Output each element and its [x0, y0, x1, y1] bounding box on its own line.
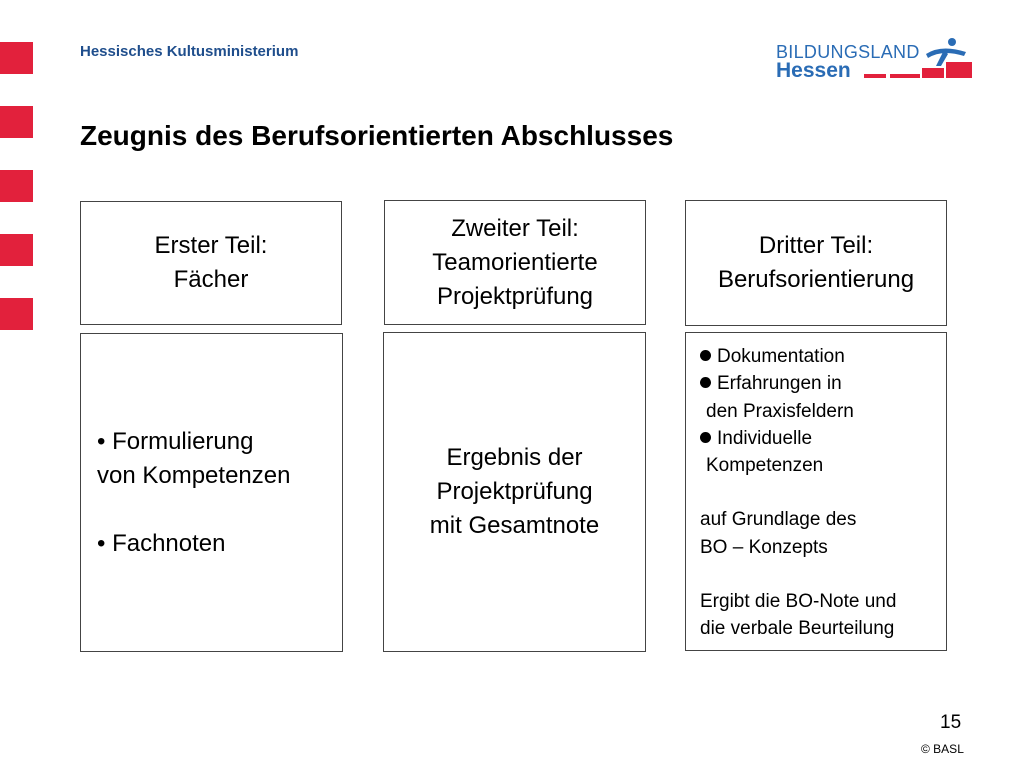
note-1-line-2: BO – Konzepts	[700, 536, 828, 558]
bullet-dot-icon	[700, 350, 711, 361]
heading-3-line-1: Dritter Teil:	[758, 232, 874, 259]
decor-bar-1	[0, 42, 33, 74]
bullet-dot-icon	[700, 432, 711, 443]
heading-3-line-2: Berufsorientierung	[717, 266, 915, 293]
ministry-name: Hessisches Kultusministerium	[80, 43, 299, 60]
body-box-2	[383, 332, 646, 652]
bullet-item	[700, 370, 946, 397]
body-2-line-1: Ergebnis der	[446, 444, 583, 471]
bullet-2-line-2: den Praxisfeldern	[706, 400, 854, 422]
bullet-1-line-1: Dokumentation	[717, 346, 845, 367]
bullet-3-line-2: Kompetenzen	[706, 455, 824, 477]
note-2-line-2: die verbale Beurteilung	[700, 618, 895, 640]
body-1-line-2: von Kompetenzen	[97, 461, 291, 489]
heading-2-line-2: Teamorientierte	[432, 248, 598, 276]
heading-2-line-3: Projektprüfung	[436, 282, 594, 310]
heading-box-3	[685, 200, 947, 326]
note-1-line-1: auf Grundlage des	[700, 509, 857, 531]
bildungsland-logo	[776, 32, 976, 82]
logo-line-2: Hessen	[776, 59, 851, 82]
body-2-line-2: Projektprüfung	[436, 478, 593, 505]
note-2-line-1: Ergibt die BO-Note und	[700, 591, 897, 613]
heading-1-line-1: Erster Teil:	[154, 232, 268, 259]
page-number: 15	[940, 712, 962, 733]
decor-bar-4	[0, 234, 33, 266]
bullet-2-line-1: Erfahrungen in	[717, 373, 842, 395]
page-title: Zeugnis des Berufsorientierten Abschlusses	[80, 120, 674, 151]
body-box-1	[80, 333, 343, 652]
decor-bar-3	[0, 170, 33, 202]
body-1-line-4: • Fachnoten	[97, 529, 226, 557]
bullet-item	[700, 343, 946, 370]
decor-bar-5	[0, 298, 33, 330]
spacer	[700, 479, 946, 506]
decor-bar-2	[0, 106, 33, 138]
logo-line-1: BILDUNGSLAND	[776, 42, 920, 62]
heading-2-line-1: Zweiter Teil:	[451, 214, 579, 242]
bullet-dot-icon	[700, 377, 711, 388]
body-1-line-1: • Formulierung	[97, 427, 254, 455]
heading-1-line-2: Fächer	[173, 266, 249, 293]
bullet-3-line-1: Individuelle	[717, 427, 813, 449]
body-1-spacer	[97, 493, 342, 527]
copyright: © BASL	[921, 742, 964, 756]
bullet-item	[700, 425, 946, 452]
heading-box-1	[80, 201, 342, 325]
heading-box-2	[384, 200, 646, 325]
body-box-3	[685, 332, 947, 651]
body-2-line-3: mit Gesamtnote	[429, 512, 600, 539]
spacer	[700, 561, 946, 588]
